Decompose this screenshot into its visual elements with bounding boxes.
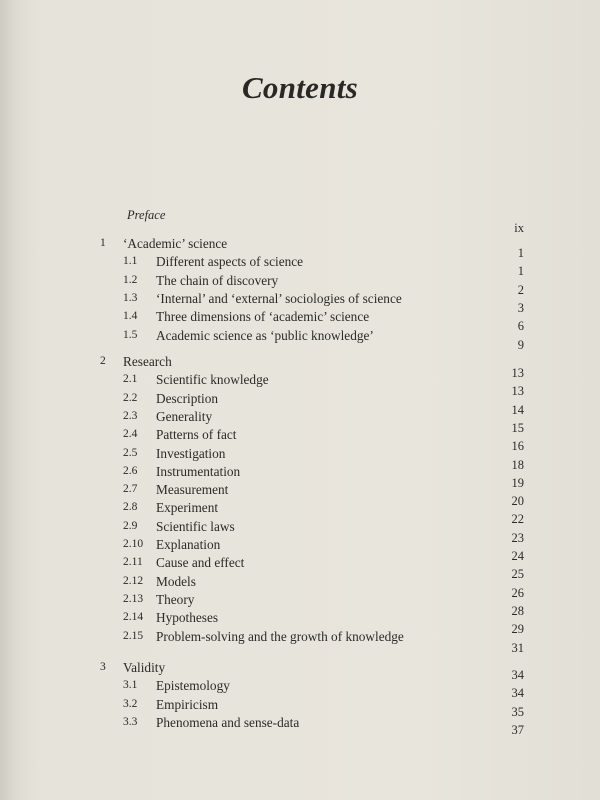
section-title: Epistemology [156, 678, 230, 694]
section-page-number: 15 [511, 420, 524, 435]
section-number: 2.15 [123, 629, 144, 642]
section-number: 1.4 [123, 310, 138, 323]
chapter-page-number: 34 [511, 668, 524, 682]
section-number: 2.4 [123, 428, 138, 441]
section-number: 2.13 [123, 592, 144, 605]
section-title: Empiricism [156, 696, 219, 712]
section-title: Hypotheses [156, 610, 219, 626]
section-page-number: 37 [511, 722, 524, 737]
section-number: 2.9 [123, 519, 138, 532]
section-title: Experiment [156, 500, 219, 516]
preface-page-number: ix [514, 221, 524, 235]
section-row [0, 327, 600, 352]
section-page-number: 13 [511, 384, 524, 399]
section-page-number: 35 [511, 704, 524, 719]
section-title: Explanation [156, 537, 221, 552]
chapter-row [0, 660, 600, 682]
section-page-number: 28 [511, 603, 524, 618]
chapter-number: 3 [100, 661, 106, 673]
section-page-number: 14 [511, 402, 524, 417]
section-page-number: 1 [517, 264, 524, 279]
section-title: Investigation [156, 445, 226, 461]
section-page-number: 25 [511, 567, 524, 582]
section-row [0, 309, 600, 334]
section-title: Scientific knowledge [156, 372, 269, 388]
section-page-number: 34 [511, 686, 524, 701]
section-page-number: 18 [511, 457, 524, 472]
section-title: Description [156, 390, 219, 406]
section-number: 3.2 [123, 697, 138, 710]
section-page-number: 22 [511, 512, 524, 527]
section-number: 2.2 [123, 391, 138, 404]
section-title: Phenomena and sense-data [156, 714, 300, 730]
section-number: 2.1 [123, 373, 138, 386]
section-title: Theory [156, 591, 195, 607]
section-number: 1.3 [123, 291, 138, 304]
section-number: 1.1 [123, 255, 138, 268]
section-number: 1.5 [123, 328, 138, 341]
section-page-number: 31 [511, 640, 524, 655]
section-row [0, 678, 600, 701]
section-number: 3.1 [123, 679, 138, 692]
section-number: 2.12 [123, 574, 144, 587]
section-title: Different aspects of science [156, 254, 304, 270]
section-page-number: 23 [511, 530, 524, 545]
section-page-number: 29 [511, 622, 524, 637]
section-title: Models [156, 573, 196, 589]
section-number: 2.5 [123, 446, 138, 459]
section-title: Three dimensions of ‘academic’ science [156, 309, 370, 325]
section-page-number: 19 [511, 475, 524, 490]
section-title: Generality [156, 408, 213, 424]
section-number: 2.3 [123, 409, 138, 422]
chapter-page-number: 13 [511, 366, 524, 380]
section-page-number: 6 [517, 319, 524, 334]
section-title: Academic science as ‘public knowledge’ [156, 327, 374, 343]
chapter-number: 2 [100, 355, 106, 367]
section-page-number: 26 [511, 585, 524, 600]
section-row [0, 290, 600, 315]
chapter-title: ‘Academic’ science [123, 236, 228, 251]
section-title: Patterns of fact [156, 427, 237, 443]
chapter-page-number: 1 [517, 246, 524, 260]
chapter-title: Validity [123, 660, 166, 675]
section-page-number: 24 [511, 549, 524, 563]
section-title: Instrumentation [156, 463, 241, 479]
section-page-number: 9 [517, 337, 524, 352]
chapter-row [0, 236, 600, 260]
section-title: Problem-solving and the growth of knowledge [156, 628, 404, 644]
section-title: Measurement [156, 482, 229, 498]
section-number: 2.8 [123, 501, 138, 514]
page-title: Contents [241, 70, 359, 105]
chapter-number: 1 [100, 237, 106, 249]
section-number: 2.7 [123, 483, 138, 496]
section-title: Scientific laws [156, 518, 235, 534]
section-number: 2.10 [123, 538, 144, 550]
section-number: 1.2 [123, 273, 138, 286]
section-row [0, 696, 600, 719]
section-title: ‘Internal’ and ‘external’ sociologies of science [156, 290, 402, 306]
section-page-number: 16 [511, 439, 524, 454]
section-page-number: 20 [511, 494, 524, 509]
section-number: 2.6 [123, 464, 138, 477]
section-number: 3.3 [123, 715, 138, 728]
section-row [0, 272, 600, 297]
section-row [0, 714, 600, 737]
preface-label: Preface [127, 208, 166, 222]
section-page-number: 2 [517, 282, 524, 297]
section-title: Cause and effect [156, 555, 245, 571]
section-title: The chain of discovery [156, 272, 279, 288]
section-number: 2.11 [123, 556, 143, 569]
section-page-number: 3 [517, 300, 524, 315]
section-row [0, 254, 600, 279]
section-row [0, 628, 600, 655]
section-number: 2.14 [123, 611, 144, 624]
chapter-title: Research [123, 354, 172, 369]
